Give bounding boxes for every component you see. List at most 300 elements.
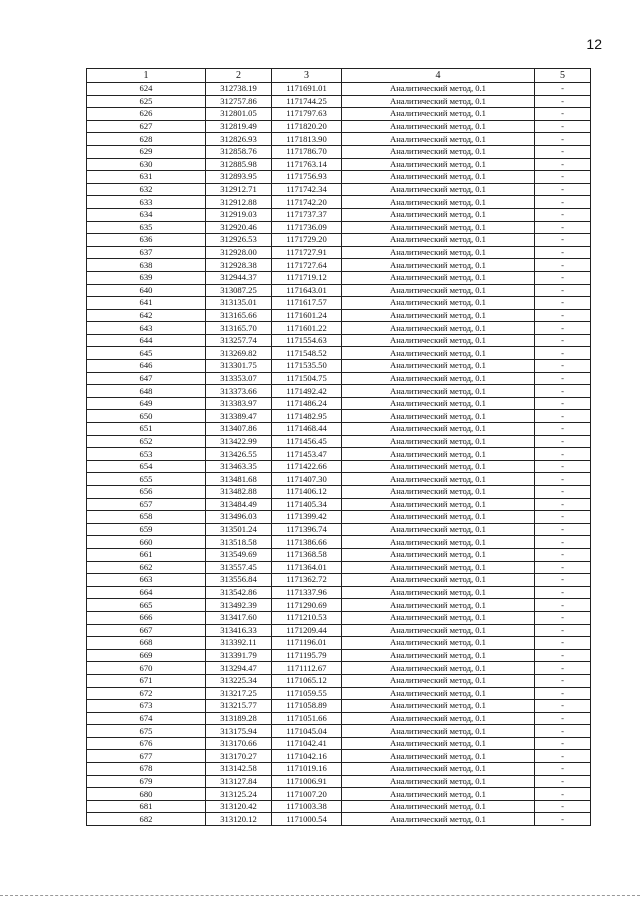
y-coordinate-cell: 1171797.63 (272, 108, 342, 121)
note-cell: - (535, 674, 591, 687)
table-row (87, 183, 591, 196)
point-number-cell: 664 (87, 586, 206, 599)
y-coordinate-cell: 1171396.74 (272, 523, 342, 536)
point-number-cell: 631 (87, 171, 206, 184)
y-coordinate-cell: 1171492.42 (272, 385, 342, 398)
x-coordinate-cell: 313556.84 (206, 574, 272, 587)
x-coordinate-cell: 312926.53 (206, 234, 272, 247)
point-number-cell: 667 (87, 624, 206, 637)
point-number-cell: 659 (87, 523, 206, 536)
note-cell: - (535, 599, 591, 612)
note-cell: - (535, 561, 591, 574)
x-coordinate-cell: 313417.60 (206, 611, 272, 624)
y-coordinate-cell: 1171003.38 (272, 800, 342, 813)
table-row (87, 133, 591, 146)
y-coordinate-cell: 1171786.70 (272, 145, 342, 158)
x-coordinate-cell: 313215.77 (206, 700, 272, 713)
x-coordinate-cell: 312944.37 (206, 271, 272, 284)
y-coordinate-cell: 1171727.91 (272, 246, 342, 259)
method-cell: Аналитический метод, 0.1 (342, 435, 535, 448)
note-cell: - (535, 410, 591, 423)
page-number: 12 (586, 36, 602, 52)
table-row (87, 221, 591, 234)
y-coordinate-cell: 1171548.52 (272, 347, 342, 360)
x-coordinate-cell: 313217.25 (206, 687, 272, 700)
method-cell: Аналитический метод, 0.1 (342, 460, 535, 473)
method-cell: Аналитический метод, 0.1 (342, 133, 535, 146)
y-coordinate-cell: 1171399.42 (272, 511, 342, 524)
x-coordinate-cell: 312928.38 (206, 259, 272, 272)
x-coordinate-cell: 313120.12 (206, 813, 272, 826)
table-row (87, 108, 591, 121)
table-row (87, 737, 591, 750)
y-coordinate-cell: 1171763.14 (272, 158, 342, 171)
note-cell: - (535, 372, 591, 385)
y-coordinate-cell: 1171486.24 (272, 397, 342, 410)
x-coordinate-cell: 313391.79 (206, 649, 272, 662)
method-cell: Аналитический метод, 0.1 (342, 183, 535, 196)
coordinates-table (86, 68, 591, 826)
note-cell: - (535, 158, 591, 171)
note-cell: - (535, 385, 591, 398)
x-coordinate-cell: 312912.71 (206, 183, 272, 196)
note-cell: - (535, 473, 591, 486)
method-cell: Аналитический метод, 0.1 (342, 750, 535, 763)
x-coordinate-cell: 313135.01 (206, 297, 272, 310)
method-cell: Аналитический метод, 0.1 (342, 322, 535, 335)
point-number-cell: 677 (87, 750, 206, 763)
x-coordinate-cell: 313225.34 (206, 674, 272, 687)
table-row (87, 246, 591, 259)
col-header-4: 4 (342, 69, 535, 83)
x-coordinate-cell: 313518.58 (206, 536, 272, 549)
point-number-cell: 627 (87, 120, 206, 133)
footer-rule (0, 895, 640, 896)
table-row (87, 120, 591, 133)
x-coordinate-cell: 313373.66 (206, 385, 272, 398)
x-coordinate-cell: 312801.05 (206, 108, 272, 121)
table-row (87, 397, 591, 410)
y-coordinate-cell: 1171405.34 (272, 498, 342, 511)
point-number-cell: 651 (87, 423, 206, 436)
note-cell: - (535, 611, 591, 624)
table-row (87, 196, 591, 209)
x-coordinate-cell: 313189.28 (206, 712, 272, 725)
y-coordinate-cell: 1171290.69 (272, 599, 342, 612)
table-row (87, 410, 591, 423)
x-coordinate-cell: 313463.35 (206, 460, 272, 473)
y-coordinate-cell: 1171691.01 (272, 83, 342, 96)
y-coordinate-cell: 1171742.20 (272, 196, 342, 209)
point-number-cell: 648 (87, 385, 206, 398)
point-number-cell: 639 (87, 271, 206, 284)
y-coordinate-cell: 1171007.20 (272, 788, 342, 801)
table-row (87, 788, 591, 801)
y-coordinate-cell: 1171000.54 (272, 813, 342, 826)
note-cell: - (535, 221, 591, 234)
y-coordinate-cell: 1171406.12 (272, 486, 342, 499)
note-cell: - (535, 788, 591, 801)
y-coordinate-cell: 1171482.95 (272, 410, 342, 423)
y-coordinate-cell: 1171195.79 (272, 649, 342, 662)
method-cell: Аналитический метод, 0.1 (342, 221, 535, 234)
point-number-cell: 632 (87, 183, 206, 196)
table-row (87, 322, 591, 335)
note-cell: - (535, 536, 591, 549)
header-row (87, 69, 591, 83)
table-row (87, 750, 591, 763)
y-coordinate-cell: 1171058.89 (272, 700, 342, 713)
method-cell: Аналитический метод, 0.1 (342, 649, 535, 662)
table-row (87, 763, 591, 776)
point-number-cell: 672 (87, 687, 206, 700)
note-cell: - (535, 574, 591, 587)
table-row (87, 624, 591, 637)
method-cell: Аналитический метод, 0.1 (342, 548, 535, 561)
method-cell: Аналитический метод, 0.1 (342, 624, 535, 637)
point-number-cell: 675 (87, 725, 206, 738)
table-row (87, 813, 591, 826)
method-cell: Аналитический метод, 0.1 (342, 775, 535, 788)
x-coordinate-cell: 313492.39 (206, 599, 272, 612)
y-coordinate-cell: 1171045.04 (272, 725, 342, 738)
y-coordinate-cell: 1171362.72 (272, 574, 342, 587)
point-number-cell: 636 (87, 234, 206, 247)
x-coordinate-cell: 312819.49 (206, 120, 272, 133)
y-coordinate-cell: 1171554.63 (272, 334, 342, 347)
table-row (87, 687, 591, 700)
method-cell: Аналитический метод, 0.1 (342, 599, 535, 612)
point-number-cell: 629 (87, 145, 206, 158)
note-cell: - (535, 208, 591, 221)
point-number-cell: 642 (87, 309, 206, 322)
y-coordinate-cell: 1171386.66 (272, 536, 342, 549)
y-coordinate-cell: 1171719.12 (272, 271, 342, 284)
method-cell: Аналитический метод, 0.1 (342, 246, 535, 259)
method-cell: Аналитический метод, 0.1 (342, 108, 535, 121)
y-coordinate-cell: 1171364.01 (272, 561, 342, 574)
method-cell: Аналитический метод, 0.1 (342, 813, 535, 826)
x-coordinate-cell: 313165.70 (206, 322, 272, 335)
point-number-cell: 657 (87, 498, 206, 511)
method-cell: Аналитический метод, 0.1 (342, 120, 535, 133)
y-coordinate-cell: 1171756.93 (272, 171, 342, 184)
x-coordinate-cell: 312912.88 (206, 196, 272, 209)
y-coordinate-cell: 1171065.12 (272, 674, 342, 687)
y-coordinate-cell: 1171744.25 (272, 95, 342, 108)
x-coordinate-cell: 312928.00 (206, 246, 272, 259)
point-number-cell: 624 (87, 83, 206, 96)
note-cell: - (535, 234, 591, 247)
note-cell: - (535, 448, 591, 461)
point-number-cell: 658 (87, 511, 206, 524)
point-number-cell: 647 (87, 372, 206, 385)
table-row (87, 334, 591, 347)
x-coordinate-cell: 313120.42 (206, 800, 272, 813)
note-cell: - (535, 246, 591, 259)
point-number-cell: 676 (87, 737, 206, 750)
x-coordinate-cell: 313170.66 (206, 737, 272, 750)
method-cell: Аналитический метод, 0.1 (342, 712, 535, 725)
point-number-cell: 635 (87, 221, 206, 234)
table-row (87, 548, 591, 561)
x-coordinate-cell: 312858.76 (206, 145, 272, 158)
table-row (87, 145, 591, 158)
note-cell: - (535, 397, 591, 410)
table-row (87, 611, 591, 624)
note-cell: - (535, 511, 591, 524)
method-cell: Аналитический метод, 0.1 (342, 498, 535, 511)
x-coordinate-cell: 312738.19 (206, 83, 272, 96)
point-number-cell: 626 (87, 108, 206, 121)
y-coordinate-cell: 1171601.22 (272, 322, 342, 335)
x-coordinate-cell: 313481.68 (206, 473, 272, 486)
point-number-cell: 644 (87, 334, 206, 347)
point-number-cell: 682 (87, 813, 206, 826)
x-coordinate-cell: 312885.98 (206, 158, 272, 171)
table-row (87, 725, 591, 738)
table-row (87, 435, 591, 448)
x-coordinate-cell: 312920.46 (206, 221, 272, 234)
point-number-cell: 641 (87, 297, 206, 310)
method-cell: Аналитический метод, 0.1 (342, 687, 535, 700)
table-row (87, 511, 591, 524)
table-header (87, 69, 591, 83)
note-cell: - (535, 435, 591, 448)
method-cell: Аналитический метод, 0.1 (342, 611, 535, 624)
y-coordinate-cell: 1171453.47 (272, 448, 342, 461)
method-cell: Аналитический метод, 0.1 (342, 511, 535, 524)
point-number-cell: 661 (87, 548, 206, 561)
point-number-cell: 660 (87, 536, 206, 549)
table-row (87, 586, 591, 599)
point-number-cell: 649 (87, 397, 206, 410)
point-number-cell: 655 (87, 473, 206, 486)
note-cell: - (535, 725, 591, 738)
point-number-cell: 652 (87, 435, 206, 448)
x-coordinate-cell: 313501.24 (206, 523, 272, 536)
method-cell: Аналитический метод, 0.1 (342, 737, 535, 750)
table-row (87, 271, 591, 284)
x-coordinate-cell: 312826.93 (206, 133, 272, 146)
method-cell: Аналитический метод, 0.1 (342, 674, 535, 687)
note-cell: - (535, 813, 591, 826)
table-row (87, 448, 591, 461)
point-number-cell: 630 (87, 158, 206, 171)
table-row (87, 536, 591, 549)
method-cell: Аналитический метод, 0.1 (342, 208, 535, 221)
method-cell: Аналитический метод, 0.1 (342, 297, 535, 310)
method-cell: Аналитический метод, 0.1 (342, 95, 535, 108)
x-coordinate-cell: 313496.03 (206, 511, 272, 524)
y-coordinate-cell: 1171210.53 (272, 611, 342, 624)
col-header-2: 2 (206, 69, 272, 83)
col-header-5: 5 (535, 69, 591, 83)
method-cell: Аналитический метод, 0.1 (342, 397, 535, 410)
y-coordinate-cell: 1171504.75 (272, 372, 342, 385)
y-coordinate-cell: 1171209.44 (272, 624, 342, 637)
x-coordinate-cell: 313542.86 (206, 586, 272, 599)
method-cell: Аналитический метод, 0.1 (342, 83, 535, 96)
x-coordinate-cell: 313389.47 (206, 410, 272, 423)
point-number-cell: 668 (87, 637, 206, 650)
table-row (87, 674, 591, 687)
x-coordinate-cell: 313257.74 (206, 334, 272, 347)
x-coordinate-cell: 313175.94 (206, 725, 272, 738)
note-cell: - (535, 360, 591, 373)
x-coordinate-cell: 312893.95 (206, 171, 272, 184)
x-coordinate-cell: 313142.58 (206, 763, 272, 776)
table-row (87, 234, 591, 247)
point-number-cell: 653 (87, 448, 206, 461)
method-cell: Аналитический метод, 0.1 (342, 574, 535, 587)
y-coordinate-cell: 1171368.58 (272, 548, 342, 561)
note-cell: - (535, 649, 591, 662)
y-coordinate-cell: 1171727.64 (272, 259, 342, 272)
x-coordinate-cell: 313125.24 (206, 788, 272, 801)
x-coordinate-cell: 313269.82 (206, 347, 272, 360)
method-cell: Аналитический метод, 0.1 (342, 788, 535, 801)
x-coordinate-cell: 313127.84 (206, 775, 272, 788)
table-row (87, 599, 591, 612)
method-cell: Аналитический метод, 0.1 (342, 662, 535, 675)
note-cell: - (535, 322, 591, 335)
point-number-cell: 680 (87, 788, 206, 801)
table-row (87, 574, 591, 587)
method-cell: Аналитический метод, 0.1 (342, 171, 535, 184)
note-cell: - (535, 498, 591, 511)
x-coordinate-cell: 312919.03 (206, 208, 272, 221)
note-cell: - (535, 259, 591, 272)
y-coordinate-cell: 1171729.20 (272, 234, 342, 247)
table-row (87, 498, 591, 511)
y-coordinate-cell: 1171337.96 (272, 586, 342, 599)
table-row (87, 309, 591, 322)
note-cell: - (535, 548, 591, 561)
x-coordinate-cell: 313422.99 (206, 435, 272, 448)
note-cell: - (535, 800, 591, 813)
x-coordinate-cell: 313383.97 (206, 397, 272, 410)
table-row (87, 385, 591, 398)
table-row (87, 95, 591, 108)
point-number-cell: 628 (87, 133, 206, 146)
note-cell: - (535, 637, 591, 650)
table-row (87, 460, 591, 473)
y-coordinate-cell: 1171006.91 (272, 775, 342, 788)
table-row (87, 360, 591, 373)
note-cell: - (535, 486, 591, 499)
note-cell: - (535, 284, 591, 297)
note-cell: - (535, 171, 591, 184)
method-cell: Аналитический метод, 0.1 (342, 360, 535, 373)
method-cell: Аналитический метод, 0.1 (342, 536, 535, 549)
note-cell: - (535, 120, 591, 133)
y-coordinate-cell: 1171617.57 (272, 297, 342, 310)
x-coordinate-cell: 313392.11 (206, 637, 272, 650)
method-cell: Аналитический метод, 0.1 (342, 473, 535, 486)
method-cell: Аналитический метод, 0.1 (342, 145, 535, 158)
point-number-cell: 634 (87, 208, 206, 221)
y-coordinate-cell: 1171019.16 (272, 763, 342, 776)
col-header-3: 3 (272, 69, 342, 83)
y-coordinate-cell: 1171196.01 (272, 637, 342, 650)
table-row (87, 561, 591, 574)
note-cell: - (535, 183, 591, 196)
method-cell: Аналитический метод, 0.1 (342, 586, 535, 599)
y-coordinate-cell: 1171601.24 (272, 309, 342, 322)
x-coordinate-cell: 313416.33 (206, 624, 272, 637)
table-row (87, 700, 591, 713)
x-coordinate-cell: 312757.86 (206, 95, 272, 108)
point-number-cell: 679 (87, 775, 206, 788)
point-number-cell: 663 (87, 574, 206, 587)
point-number-cell: 678 (87, 763, 206, 776)
table-row (87, 486, 591, 499)
method-cell: Аналитический метод, 0.1 (342, 700, 535, 713)
note-cell: - (535, 271, 591, 284)
table-row (87, 775, 591, 788)
point-number-cell: 665 (87, 599, 206, 612)
method-cell: Аналитический метод, 0.1 (342, 372, 535, 385)
point-number-cell: 681 (87, 800, 206, 813)
table-row (87, 423, 591, 436)
y-coordinate-cell: 1171813.90 (272, 133, 342, 146)
point-number-cell: 637 (87, 246, 206, 259)
y-coordinate-cell: 1171535.50 (272, 360, 342, 373)
method-cell: Аналитический метод, 0.1 (342, 561, 535, 574)
note-cell: - (535, 662, 591, 675)
note-cell: - (535, 108, 591, 121)
y-coordinate-cell: 1171742.34 (272, 183, 342, 196)
method-cell: Аналитический метод, 0.1 (342, 800, 535, 813)
point-number-cell: 654 (87, 460, 206, 473)
table-row (87, 297, 591, 310)
y-coordinate-cell: 1171059.55 (272, 687, 342, 700)
x-coordinate-cell: 313407.86 (206, 423, 272, 436)
note-cell: - (535, 347, 591, 360)
y-coordinate-cell: 1171736.09 (272, 221, 342, 234)
point-number-cell: 633 (87, 196, 206, 209)
table-row (87, 473, 591, 486)
point-number-cell: 638 (87, 259, 206, 272)
method-cell: Аналитический метод, 0.1 (342, 725, 535, 738)
note-cell: - (535, 133, 591, 146)
method-cell: Аналитический метод, 0.1 (342, 523, 535, 536)
table-row (87, 208, 591, 221)
x-coordinate-cell: 313301.75 (206, 360, 272, 373)
table-row (87, 284, 591, 297)
table-row (87, 712, 591, 725)
method-cell: Аналитический метод, 0.1 (342, 410, 535, 423)
note-cell: - (535, 586, 591, 599)
note-cell: - (535, 700, 591, 713)
note-cell: - (535, 775, 591, 788)
x-coordinate-cell: 313484.49 (206, 498, 272, 511)
table-row (87, 158, 591, 171)
method-cell: Аналитический метод, 0.1 (342, 158, 535, 171)
table-row (87, 372, 591, 385)
note-cell: - (535, 523, 591, 536)
x-coordinate-cell: 313482.88 (206, 486, 272, 499)
y-coordinate-cell: 1171042.41 (272, 737, 342, 750)
note-cell: - (535, 624, 591, 637)
note-cell: - (535, 712, 591, 725)
method-cell: Аналитический метод, 0.1 (342, 234, 535, 247)
point-number-cell: 645 (87, 347, 206, 360)
point-number-cell: 656 (87, 486, 206, 499)
y-coordinate-cell: 1171051.66 (272, 712, 342, 725)
method-cell: Аналитический метод, 0.1 (342, 486, 535, 499)
